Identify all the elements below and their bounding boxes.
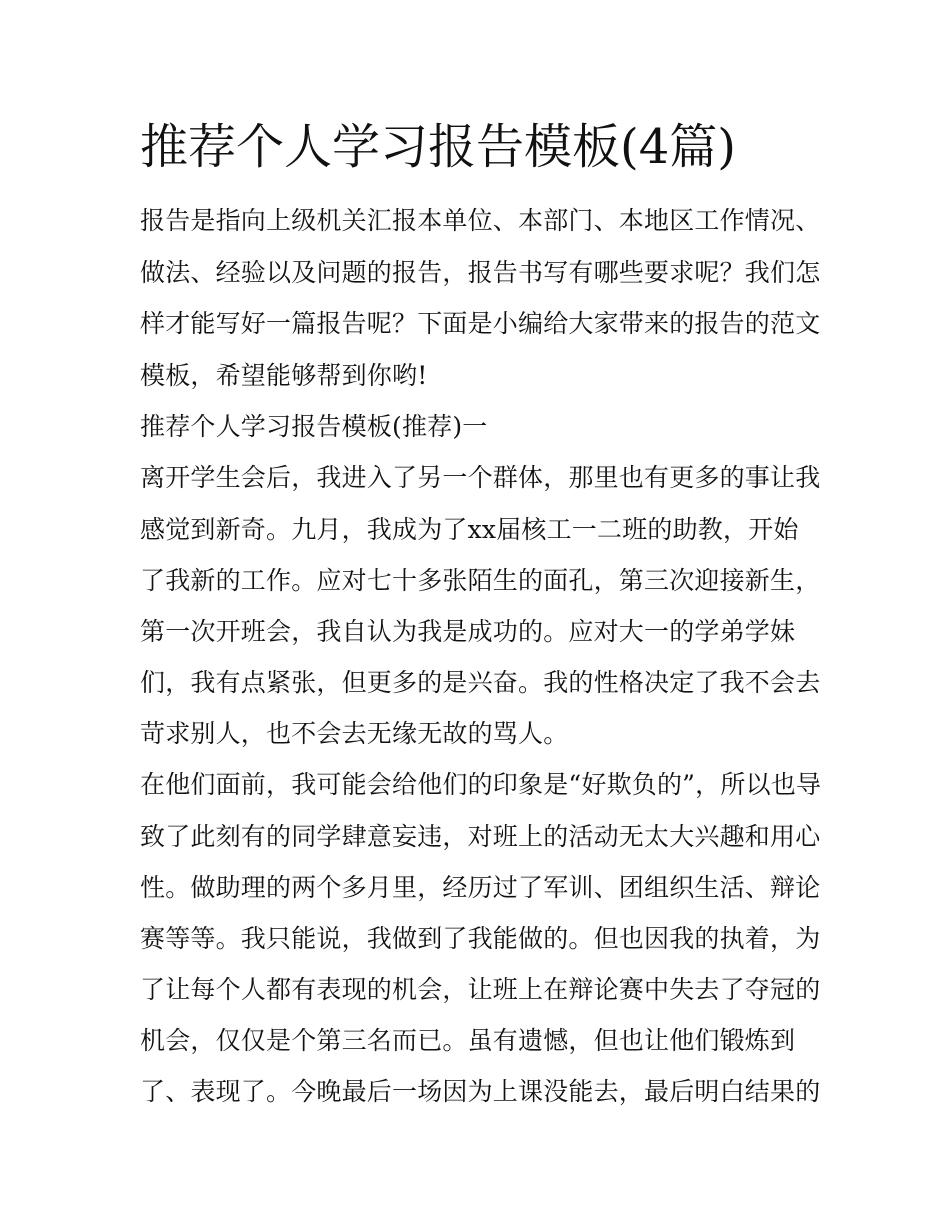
body-line-7: 在他们面前，我可能会给他们的印象是“好欺负的”，所以也导 (140, 770, 822, 799)
body-line-5: 们，我有点紧张，但更多的是兴奋。我的性格决定了我不会去 (140, 668, 821, 697)
body-line-13: 了、表现了。今晚最后一场因为上课没能去，最后明白结果的 (140, 1077, 821, 1106)
body-line-11: 了让每个人都有表现的机会，让班上在辩论赛中失去了夺冠的 (140, 975, 821, 1004)
document-title: 推荐个人学习报告模板(4篇) (140, 119, 736, 175)
body-line-6: 苛求别人，也不会去无缘无故的骂人。 (140, 719, 569, 748)
intro-line-1: 报告是指向上级机关汇报本单位、本部门、本地区工作情况、 (140, 206, 821, 235)
body-line-3: 了我新的工作。应对七十多张陌生的面孔，第三次迎接新生， (140, 566, 821, 595)
body-line-12: 机会，仅仅是个第三名而已。虽有遗憾，但也让他们锻炼到 (140, 1026, 796, 1055)
body-line-2: 感觉到新奇。九月，我成为了xx届核工一二班的助教，开始 (140, 515, 799, 544)
body-line-4: 第一次开班会，我自认为我是成功的。应对大一的学弟学妹 (140, 617, 796, 646)
intro-line-3: 样才能写好一篇报告呢？下面是小编给大家带来的报告的范文 (140, 309, 821, 338)
body-line-8: 致了此刻有的同学肆意妄违，对班上的活动无太大兴趣和用心 (140, 822, 821, 851)
intro-line-2: 做法、经验以及问题的报告，报告书写有哪些要求呢？我们怎 (140, 258, 821, 287)
intro-line-4: 模板，希望能够帮到你哟! (140, 361, 428, 390)
body-line-10: 赛等等。我只能说，我做到了我能做的。但也因我的执着，为 (140, 924, 821, 953)
body-line-1: 离开学生会后，我进入了另一个群体，那里也有更多的事让我 (140, 463, 821, 492)
section-heading: 推荐个人学习报告模板(推荐)一 (140, 412, 488, 441)
body-line-9: 性。做助理的两个多月里，经历过了军训、团组织生活、辩论 (140, 873, 821, 902)
